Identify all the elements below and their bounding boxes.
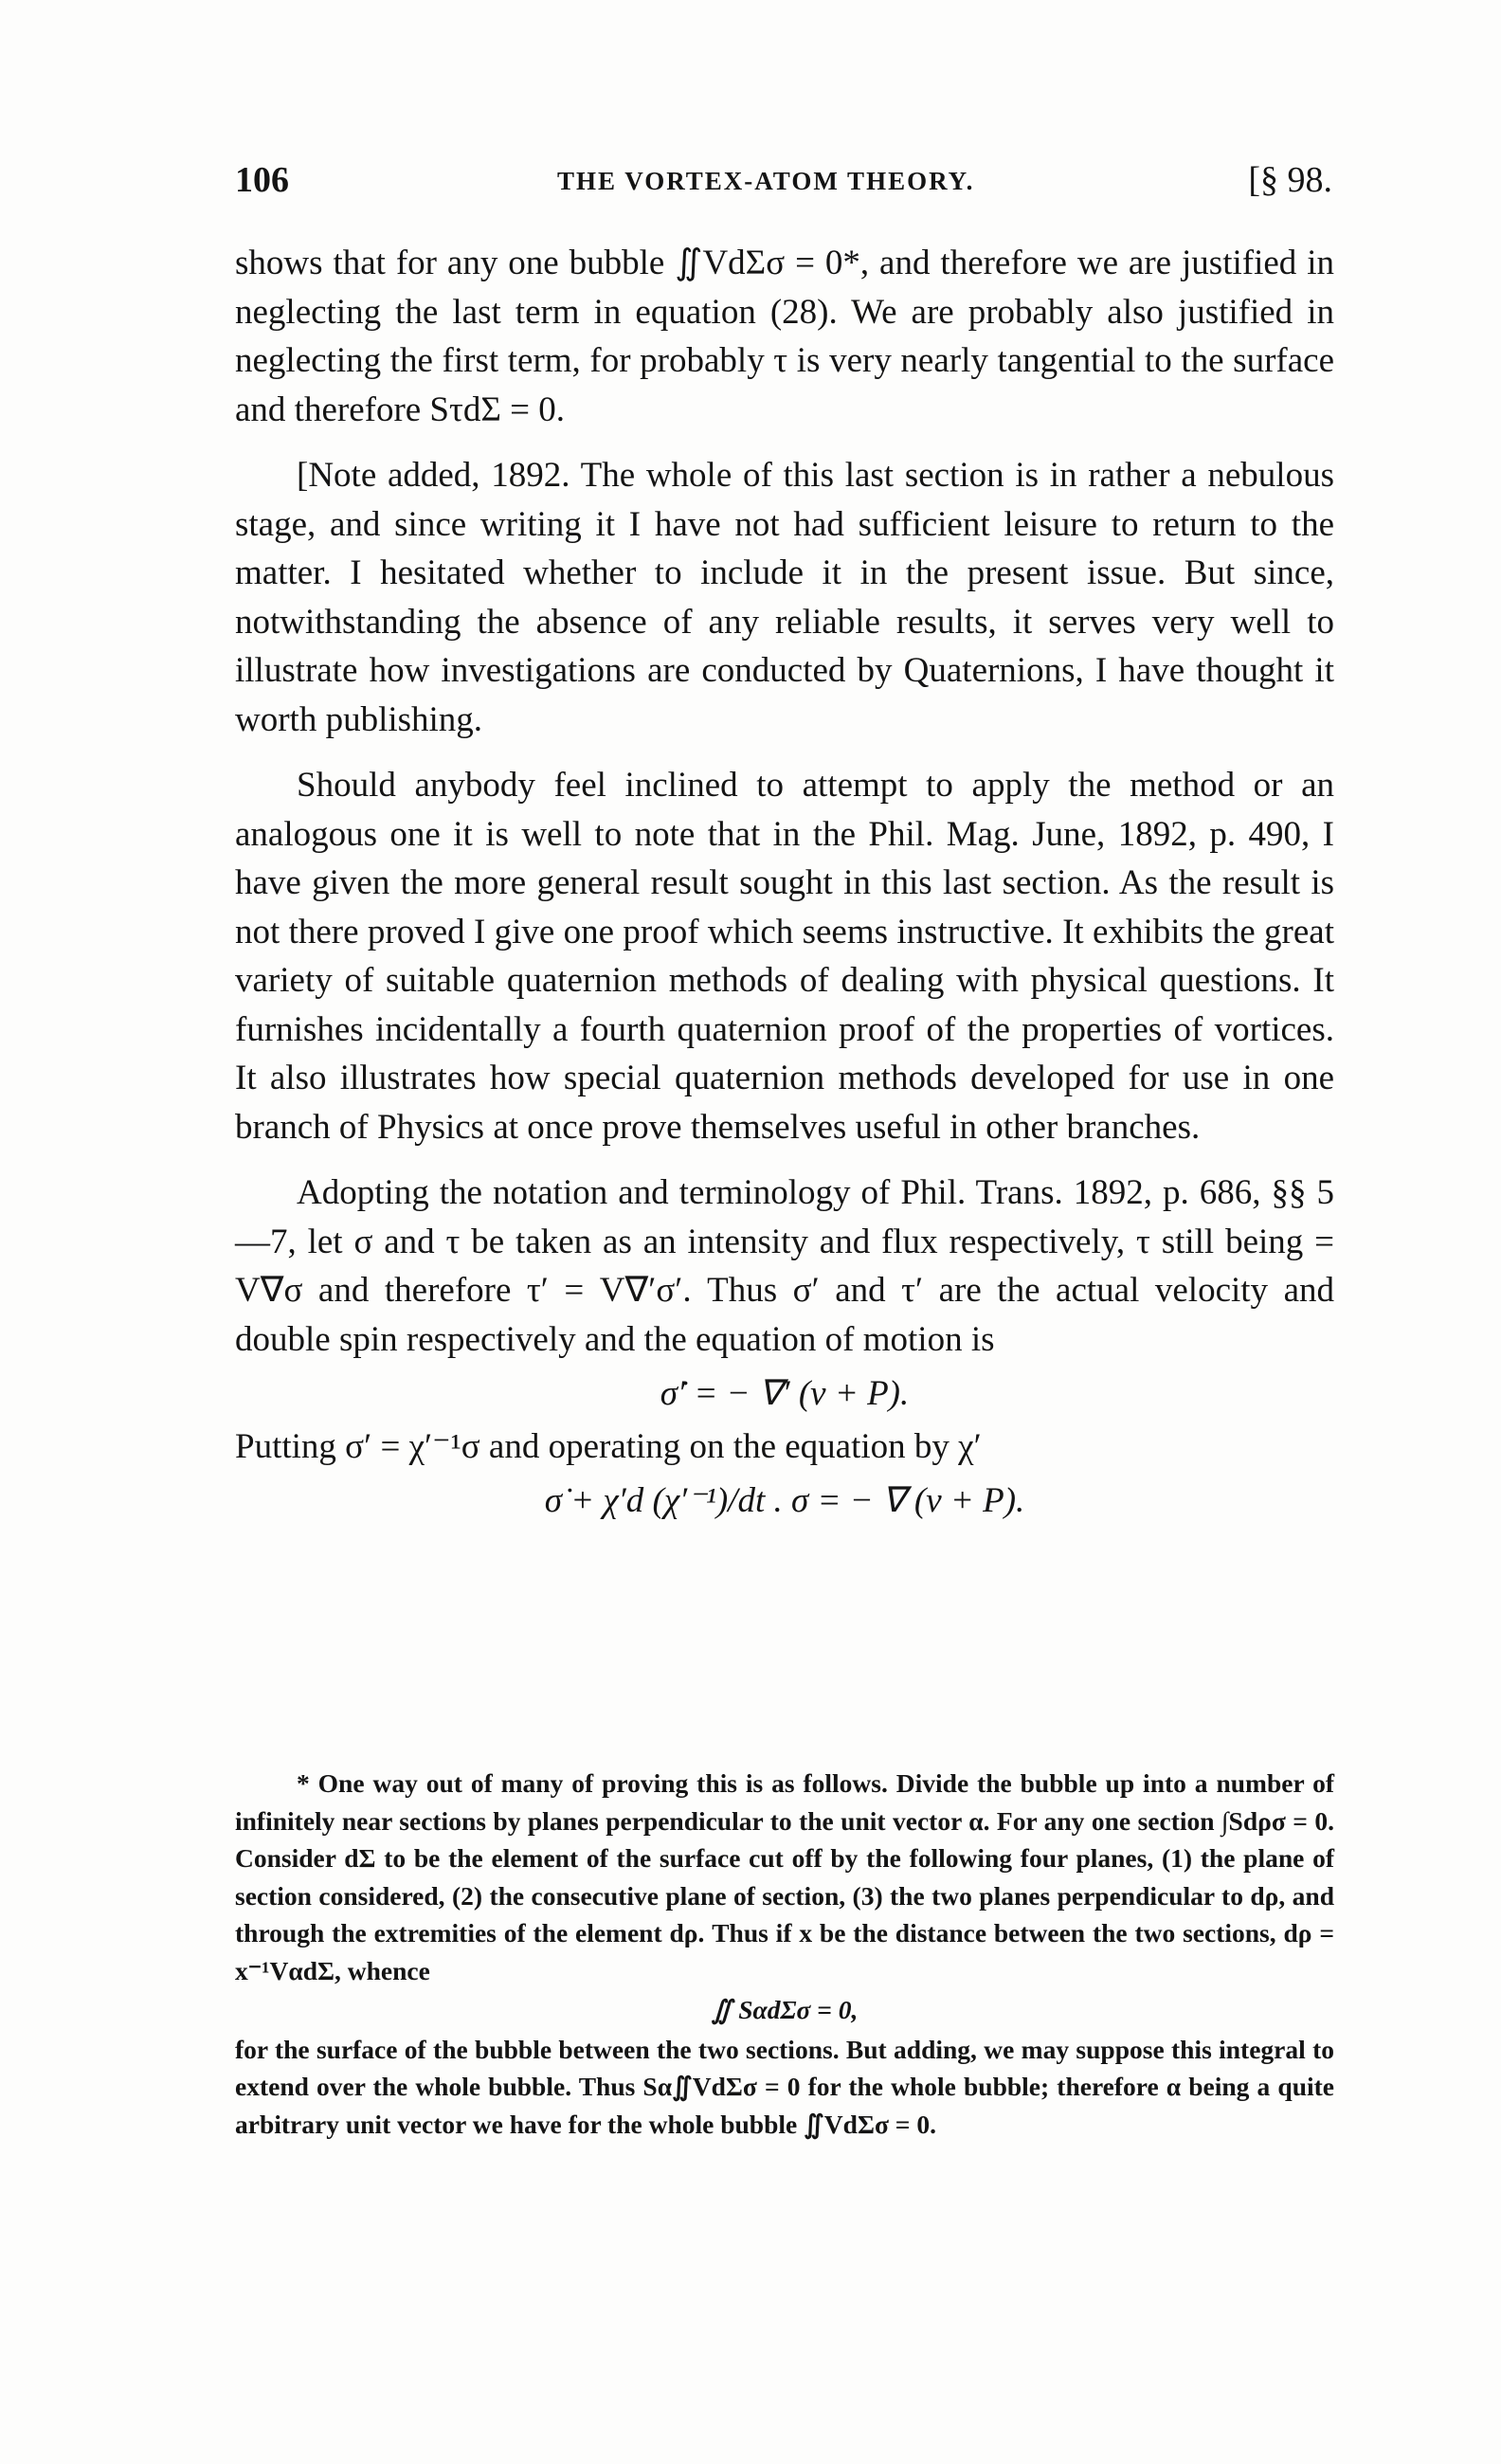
paragraph-5: Putting σ′ = χ′⁻¹σ and operating on the equation by χ′	[235, 1426, 982, 1466]
paragraph-1: shows that for any one bubble ∬VdΣσ = 0*, and therefore we are justified in neglecting the last term in equation (28). We are probably also justified in neglecting the first term, for probably τ is very nearly tangential to the surface and therefore SτdΣ = 0.	[235, 244, 1334, 429]
footnote-equation: ∬ SαdΣσ = 0,	[711, 1995, 859, 2024]
page-number: 106	[235, 160, 289, 200]
equation-2: σ̇ + χ′d (χ′⁻¹)/dt . σ = − ∇ (v + P).	[544, 1481, 1025, 1520]
paragraph-note: [Note added, 1892. The whole of this last section is in rather a nebulous stage, and since writing it I have not had sufficient leisure to return to the matter. I hesitated whether to include it in the present issue. But since, notwithstanding the absence of any reliable results, it serves very well to illustrate how investigations are conducted by Quaternions, I have thought it worth publishing.	[235, 456, 1334, 739]
page-header	[235, 159, 1332, 207]
paragraph-4: Adopting the notation and terminology of Phil. Trans. 1892, p. 686, §§ 5—7, let σ and τ be taken as an intensity and flux respectively, τ still being = V∇σ and therefore τ′ = V∇′σ′. Thus σ′ and τ′ are the actual velocity and double spin respectively and the equation of motion is	[235, 1173, 1334, 1359]
paragraph-3: Should anybody feel inclined to attempt to apply the method or an analogous one it is well to note that in the Phil. Mag. June, 1892, p. 490, I have given the more general result sought in this last section. As the result is not there proved I give one proof which seems instructive. It exhibits the great variety of suitable quaternion methods of dealing with physical questions. It furnishes incidentally a fourth quaternion proof of the properties of vortices. It also illustrates how special quaternion methods developed for use in one branch of Physics at once prove themselves useful in other branches.	[235, 766, 1334, 1147]
footnote-text-2: for the surface of the bubble between the two sections. But adding, we may suppose this integral to extend over the whole bubble. Thus Sα∬VdΣσ = 0 for the whole bubble; therefore α being a quite arbitrary unit vector we have for the whole bubble ∬VdΣσ = 0.	[235, 2034, 1334, 2139]
equation-of-motion: σ̇′ = − ∇′ (v + P).	[660, 1374, 910, 1413]
body-text	[235, 239, 1334, 1530]
footnote-text-1: * One way out of many of proving this is as follows. Divide the bubble up into a number of infinitely near sections by planes perpendicular to the unit vector α. For any one section ∫Sdρσ = 0. Consider dΣ to be the element of the surface cut off by the following four planes, (1) the plane of section considered, (2) the consecutive plane of section, (3) the two planes perpendicular to dρ, and through the extremities of the element dρ. Thus if x be the distance between the two sections, dρ = x⁻¹VαdΣ, whence	[235, 1768, 1334, 1985]
section-reference: [§ 98.	[1248, 160, 1332, 200]
footnote	[235, 1765, 1334, 2143]
running-head: THE VORTEX-ATOM THEORY.	[557, 167, 975, 195]
